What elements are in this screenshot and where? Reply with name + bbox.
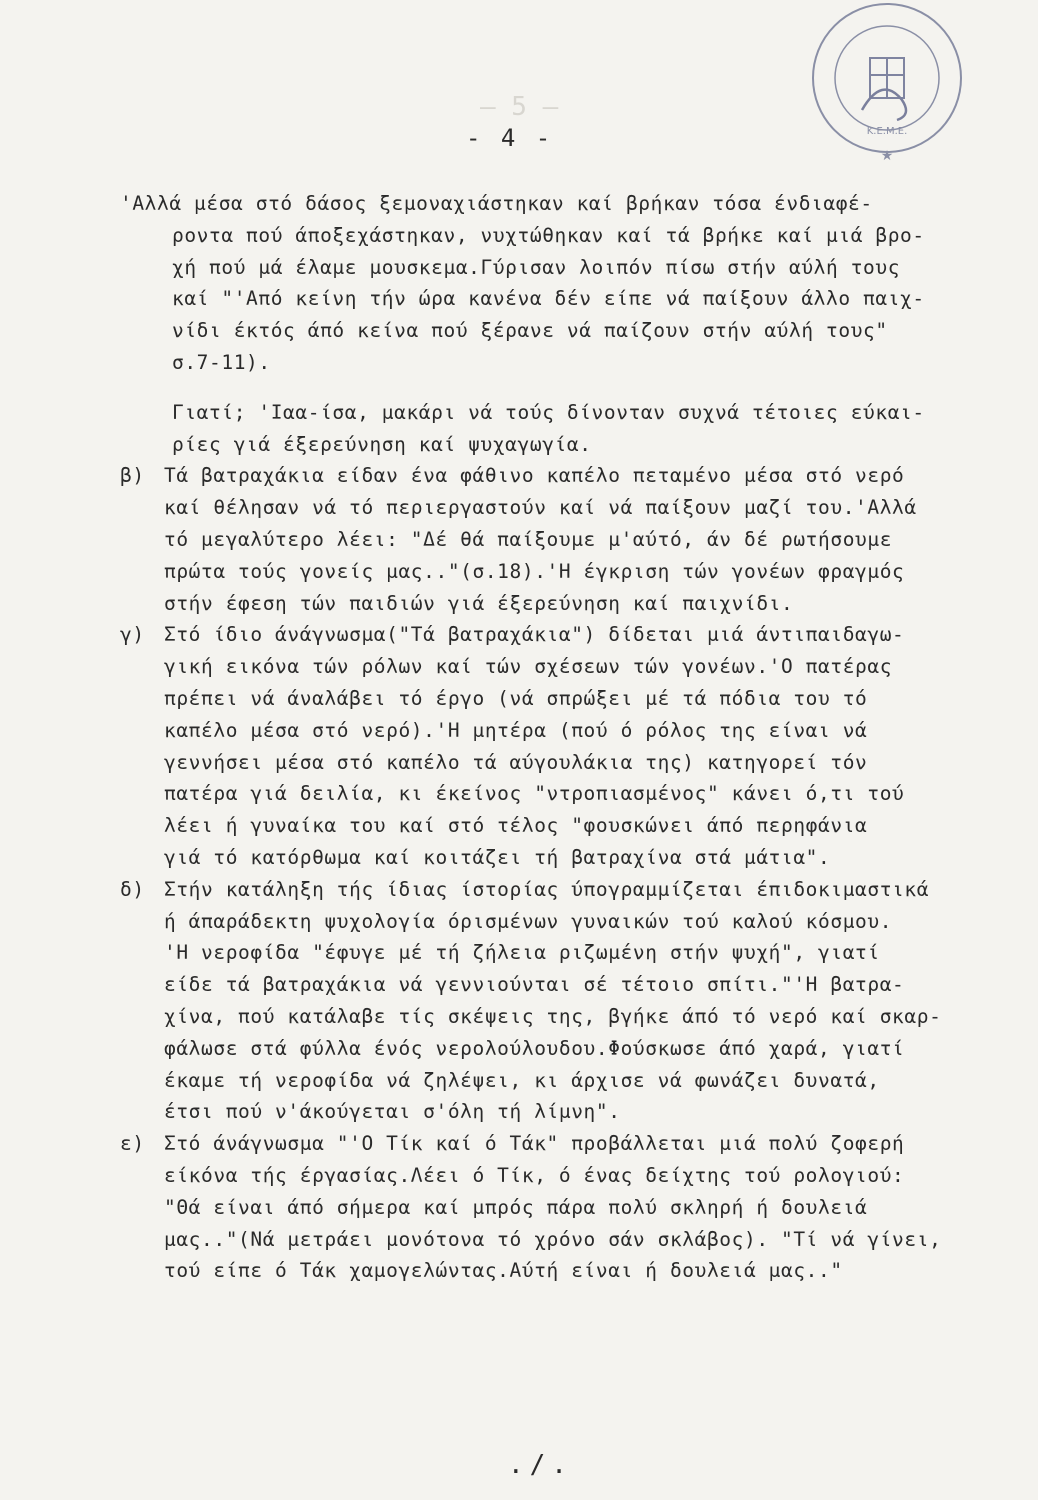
text-line: τού είπε ό Τάκ χαμογελώντας.Αύτή είναι ή δουλειά μας.." [164, 1259, 843, 1283]
text-line: τό μεγαλύτερο λέει: "Δέ θά παίξουμε μ'αύτό, άν δέ ρωτήσουμε [164, 527, 893, 551]
text-line: "Θά είναι άπό σήμερα καί μπρός πάρα πολύ σκληρή ή δουλειά [164, 1195, 868, 1219]
text-line: ροντα πού άποξεχάστηκαν, νυχτώθηκαν καί τά βρήκε καί μιά βρο- [172, 223, 925, 247]
text-line: χίνα, πού κατάλαβε τίς σκέψεις της, βγήκε άπό τό νερό καί σκαρ- [164, 1004, 942, 1028]
text-line: 'Αλλά μέσα στό δάσος ξεμοναχιάστηκαν καί βρήκαν τόσα ένδιαφέ- [120, 192, 873, 215]
list-item-b [120, 460, 1030, 619]
text-line: καί "'Από κείνη τήν ώρα κανένα δέν είπε νά παίξουν άλλο παιχ- [172, 287, 925, 311]
text-line: Στήν κατάληξη τής ίδιας ίστορίας ύπογραμμίζεται έπιδοκιμαστικά [164, 877, 930, 901]
text-line: γεννήσει μέσα στό καπέλο τά αύγουλάκια της) κατηγορεί τόν [164, 750, 868, 774]
svg-text:★: ★ [880, 148, 894, 164]
page-number: - 4 - [466, 124, 554, 152]
text-line: Τά βατραχάκια είδαν ένα φάθινο καπέλο πεταμένο μέσα στό νερό [164, 464, 905, 488]
item-label: β) [120, 464, 145, 488]
item-label: ε) [120, 1132, 145, 1156]
text-line: είδε τά βατραχάκια νά γεννιούνται σέ τέτοιο σπίτι."'Η βατρα- [164, 973, 905, 997]
item-label: δ) [120, 877, 145, 901]
text-line: 'Η νεροφίδα "έφυγε μέ τή ζήλεια ριζωμένη στήν ψυχή", γιατί [164, 941, 880, 965]
text-line: ή άπαράδεκτη ψυχολογία όρισμένων γυναικών τού καλού κόσμου. [164, 909, 893, 933]
text-line: Στό ίδιο άνάγνωσμα("Τά βατραχάκια") δίδεται μιά άντιπαιδαγω- [164, 623, 905, 647]
list-item-e [120, 1128, 1030, 1287]
text-line: νίδι έκτός άπό κείνα πού ξέρανε νά παίζουν στήν αύλή τους" [172, 319, 888, 343]
text-line: ρίες γιά έξερεύνηση καί ψυχαγωγία. [172, 432, 592, 456]
text-line: γική εικόνα τών ρόλων καί τών σχέσεων τών γονέων.'Ο πατέρας [164, 655, 893, 679]
official-seal-stamp [792, 0, 967, 165]
text-line: έκαμε τή νεροφίδα νά ζηλέψει, κι άρχισε νά φωνάζει δυνατά, [164, 1068, 880, 1092]
text-line: πρέπει νά άναλάβει τό έργο (νά σπρώξει μέ τά πόδια του τό [164, 686, 868, 710]
text-line: λέει ή γυναίκα του καί στό τέλος "φουσκώνει άπό περηφάνια [164, 814, 868, 838]
text-line: καπέλο μέσα στό νερό).'Η μητέρα (πού ό ρόλος της είναι νά [164, 718, 868, 742]
text-line: Γιατί; 'Ιαα-ίσα, μακάρι νά τούς δίνονταν συχνά τέτοιες εύκαι- [172, 400, 925, 424]
text-line: Στό άνάγνωσμα "'Ο Τίκ καί ό Τάκ" προβάλλεται μιά πολύ ζοφερή [164, 1132, 905, 1156]
text-line: μας.."(Νά μετράει μονότονα τό χρόνο σάν σκλάβος). "Τί νά γίνει, [164, 1227, 942, 1251]
text-line: φάλωσε στά φύλλα ένός νερολούλουδου.Φούσκωσε άπό χαρά, γιατί [164, 1036, 905, 1060]
bleedthrough-page-number: – 5 – [480, 92, 559, 122]
svg-text:Κ.Ε.Μ.Ε.: Κ.Ε.Μ.Ε. [866, 126, 908, 137]
text-line: σ.7-11). [172, 350, 271, 374]
continuation-mark: ./. [508, 1450, 573, 1480]
text-line: γιά τό κατόρθωμα καί κοιτάζει τή βατραχίνα στά μάτια". [164, 845, 831, 869]
text-line: χή πού μά έλαμε μουσκεμα.Γύρισαν λοιπόν πίσω στήν αύλή τους [172, 255, 901, 279]
text-line: πρώτα τούς γονείς μας.."(σ.18).'Η έγκριση τών γονέων φραγμός [164, 559, 905, 583]
list-item-c [120, 619, 1030, 873]
item-label: γ) [120, 623, 145, 647]
text-line: στήν έφεση τών παιδιών γιά έξερεύνηση καί παιχνίδι. [164, 591, 794, 615]
text-line: καί θέλησαν νά τό περιεργαστούν καί νά παίξουν μαζί του.'Αλλά [164, 496, 917, 520]
text-line: πατέρα γιά δειλία, κι έκείνος "ντροπιασμένος" κάνει ό,τι τού [164, 782, 905, 806]
text-line: έτσι πού ν'άκούγεται σ'όλη τή λίμνη". [164, 1100, 621, 1124]
intro-paragraph [120, 188, 1030, 379]
document-body [120, 188, 1030, 1287]
text-line: είκόνα τής έργασίας.Λέει ό Τίκ, ό ένας δείχτης τού ρολογιού: [164, 1163, 905, 1187]
list-item-d [120, 874, 1030, 1128]
why-paragraph [120, 397, 1030, 461]
